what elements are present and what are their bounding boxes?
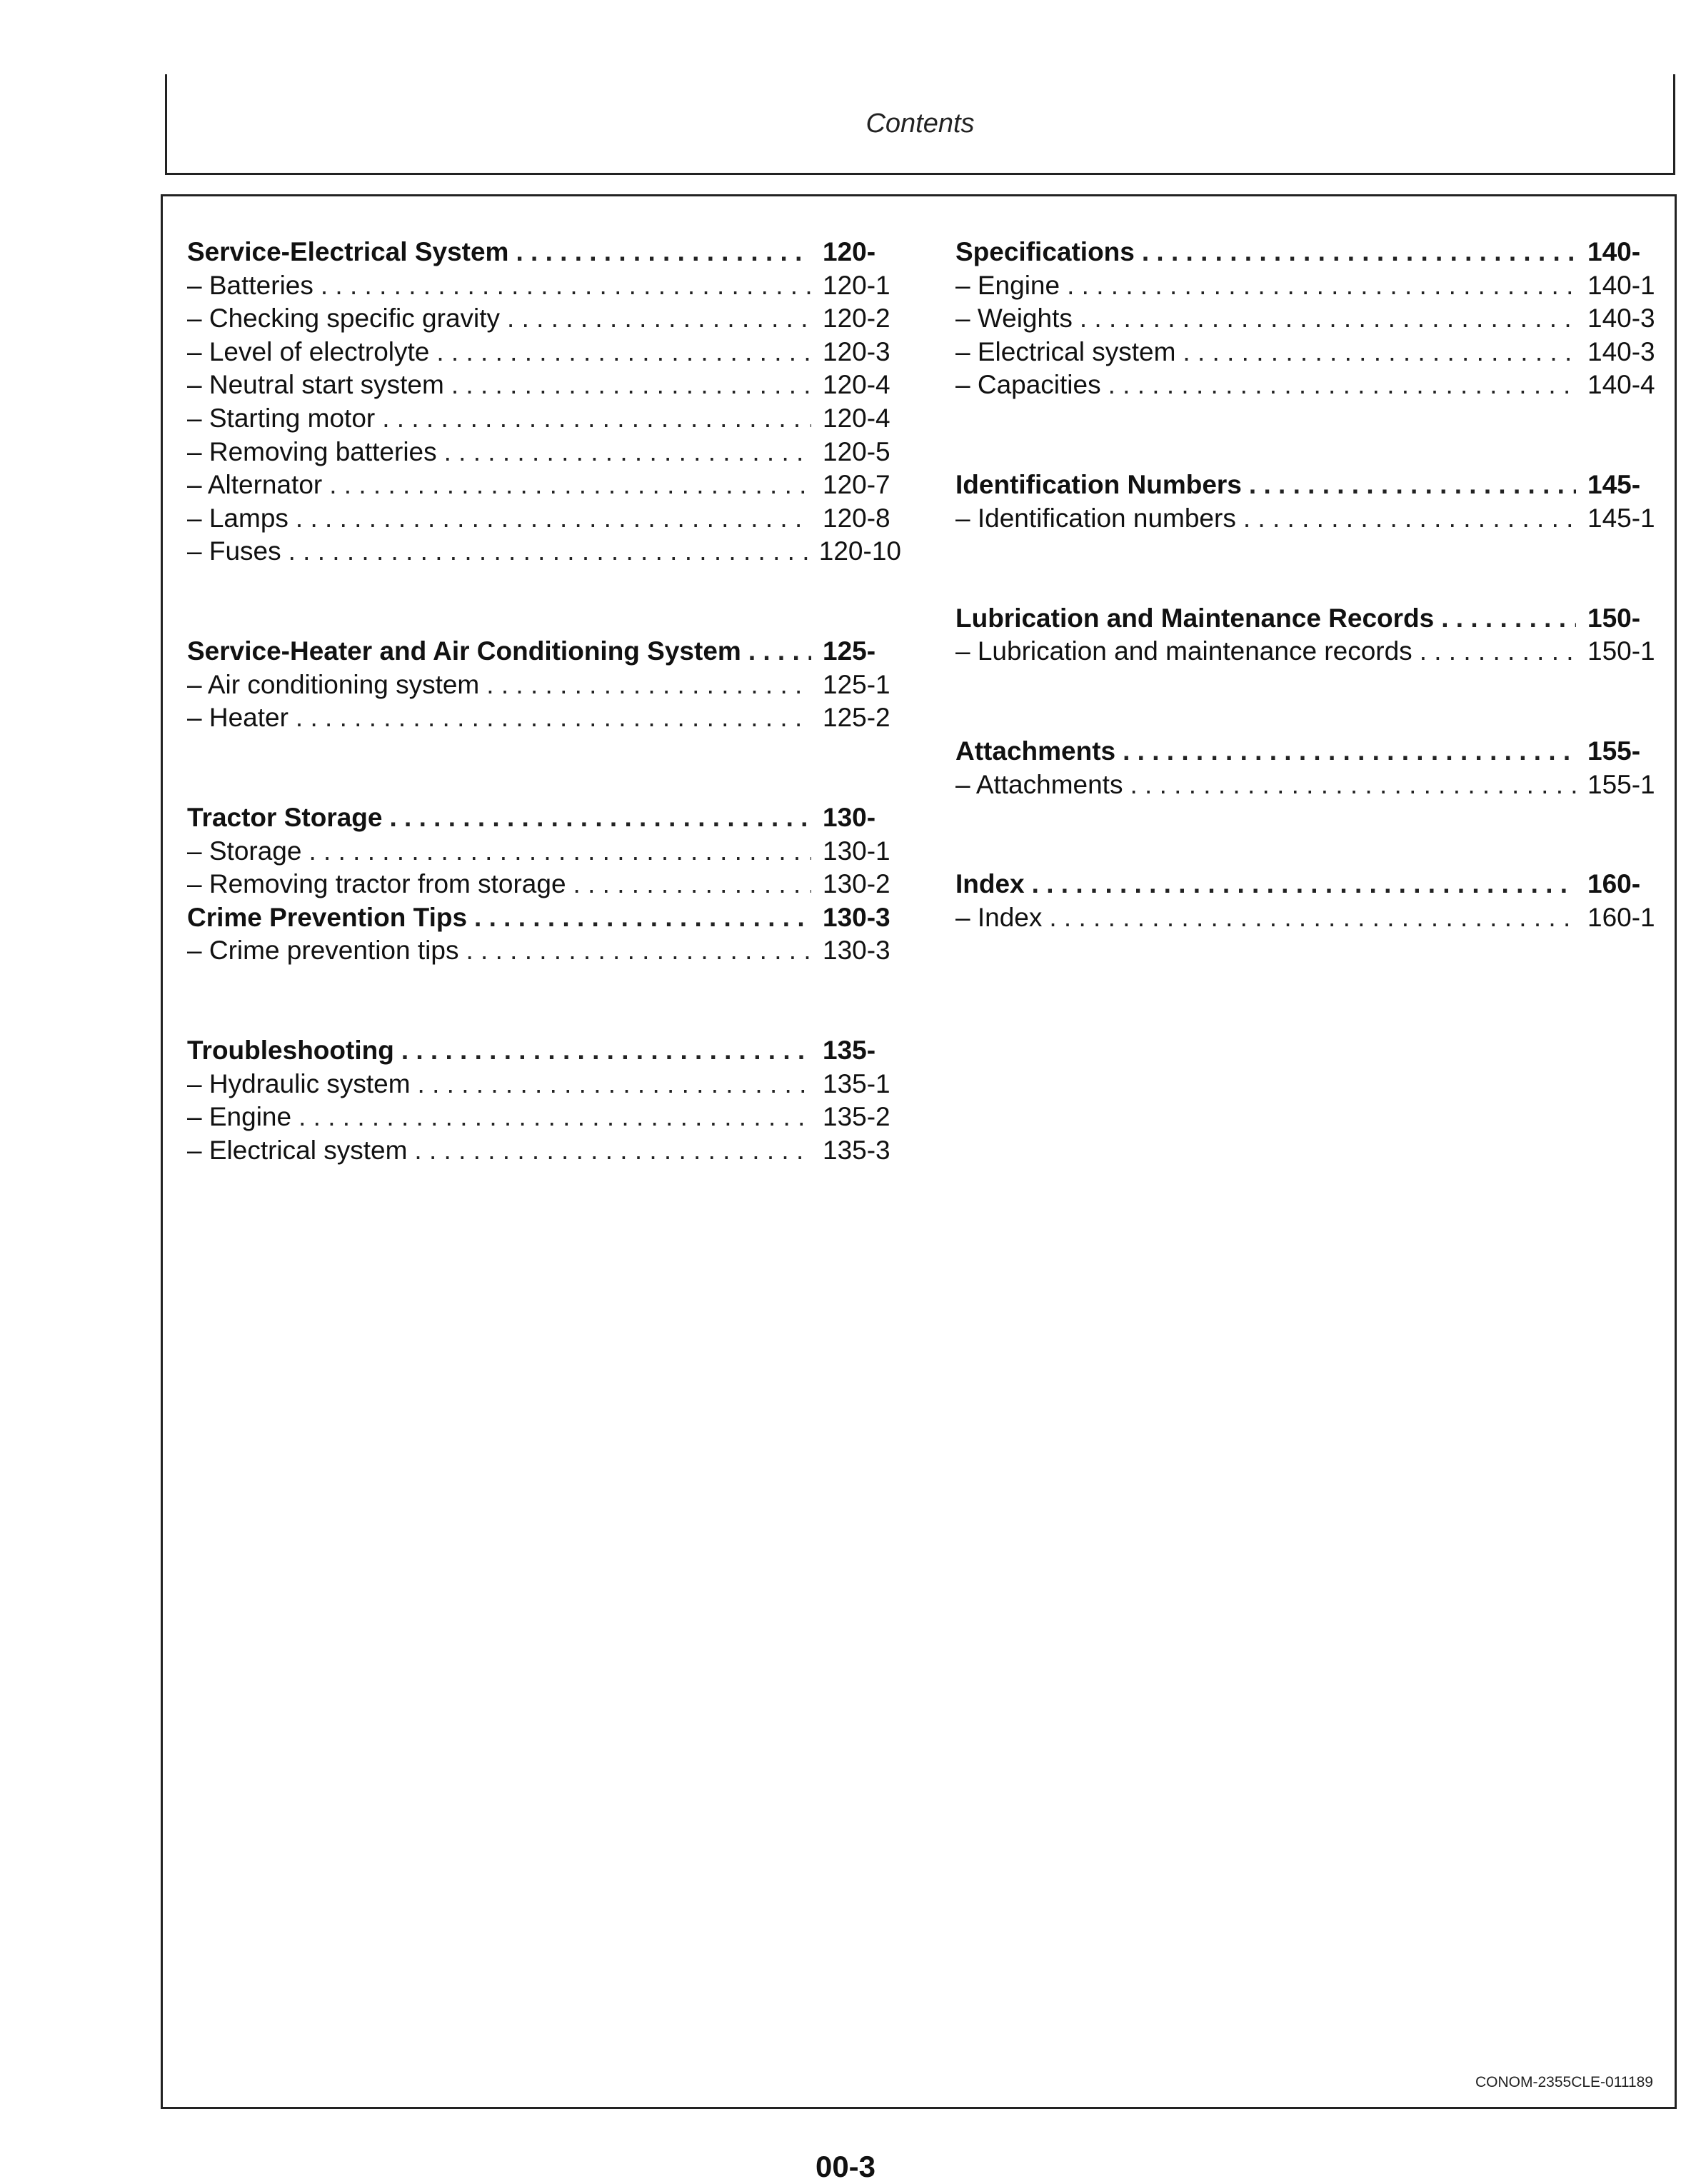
toc-entry-label: – Lubrication and maintenance records <box>955 636 1412 666</box>
toc-page-ref: 120-8 <box>823 503 890 533</box>
toc-page-ref: 120-5 <box>823 436 890 466</box>
toc-entry-label: – Electrical system <box>187 1136 408 1166</box>
toc-entry-label: – Starting motor <box>187 403 376 433</box>
dot-leader <box>296 701 811 735</box>
toc-page-ref: 160-1 <box>1587 902 1655 932</box>
toc-entry[interactable] <box>955 302 1666 336</box>
dot-leader <box>1130 768 1576 802</box>
dot-leader <box>573 868 811 901</box>
toc-entry[interactable] <box>187 1068 901 1101</box>
section-gap <box>187 768 901 802</box>
toc-page-ref: 135- <box>823 1036 876 1066</box>
toc-heading[interactable] <box>187 901 901 935</box>
dot-leader <box>1032 868 1576 901</box>
toc-page-ref: 130-3 <box>823 902 890 932</box>
toc-entry[interactable] <box>187 1101 901 1134</box>
dot-leader <box>298 1101 811 1134</box>
toc-page-ref: 140- <box>1587 237 1641 266</box>
toc-heading[interactable] <box>187 635 901 668</box>
dot-leader <box>444 436 811 469</box>
toc-heading[interactable] <box>955 735 1666 768</box>
toc-entry-label: – Removing batteries <box>187 436 437 466</box>
toc-heading[interactable] <box>955 469 1666 502</box>
toc-entry-label: – Weights <box>955 304 1073 334</box>
toc-heading-label: Attachments <box>955 736 1116 766</box>
dot-leader <box>382 402 811 436</box>
toc-heading[interactable] <box>187 236 901 269</box>
toc-heading[interactable] <box>187 801 901 835</box>
dot-leader <box>418 1068 811 1101</box>
dot-leader <box>389 801 811 835</box>
toc-heading-label: Troubleshooting <box>187 1036 394 1066</box>
toc-entry[interactable] <box>187 502 901 536</box>
toc-entry-label: – Identification numbers <box>955 503 1236 533</box>
toc-entry-label: – Fuses <box>187 536 281 566</box>
section-gap <box>955 701 1666 735</box>
toc-entry[interactable] <box>955 269 1666 303</box>
page-header-title: Contents <box>865 109 975 139</box>
toc-page-ref: 160- <box>1587 869 1641 899</box>
toc-entry[interactable] <box>955 336 1666 369</box>
toc-page-ref: 135-1 <box>823 1068 890 1098</box>
toc-page-ref: 150-1 <box>1587 636 1655 666</box>
dot-leader <box>466 934 811 968</box>
section-gap <box>187 568 901 602</box>
toc-heading-label: Specifications <box>955 237 1135 266</box>
toc-entry-label: – Air conditioning system <box>187 669 480 699</box>
toc-page-ref: 120-1 <box>823 270 890 300</box>
toc-page-ref: 120-4 <box>823 403 890 433</box>
toc-page-ref: 135-2 <box>823 1102 890 1132</box>
toc-entry-label: – Crime prevention tips <box>187 936 459 966</box>
toc-entry-label: – Neutral start system <box>187 370 444 400</box>
section-gap <box>955 568 1666 602</box>
toc-entry-label: – Electrical system <box>955 336 1176 366</box>
toc-page-ref: 120-3 <box>823 336 890 366</box>
toc-entry[interactable] <box>187 302 901 336</box>
toc-page-ref: 140-4 <box>1587 370 1655 400</box>
section-gap <box>955 801 1666 835</box>
toc-page-ref: 125-2 <box>823 703 890 733</box>
toc-page-ref: 130-2 <box>823 869 890 899</box>
dot-leader <box>1243 502 1576 536</box>
dot-leader <box>1123 735 1576 768</box>
toc-entry-label: – Heater <box>187 703 288 733</box>
dot-leader <box>414 1134 811 1168</box>
section-gap <box>955 668 1666 702</box>
toc-heading[interactable] <box>187 1034 901 1068</box>
section-gap <box>187 968 901 1001</box>
dot-leader <box>451 369 811 402</box>
dot-leader <box>507 302 811 336</box>
dot-leader <box>296 502 811 536</box>
dot-leader <box>1080 302 1576 336</box>
section-gap <box>955 835 1666 868</box>
toc-heading-label: Index <box>955 869 1025 899</box>
toc-entry[interactable] <box>187 668 901 702</box>
toc-heading-label: Service-Electrical System <box>187 237 509 266</box>
toc-entry-label: – Hydraulic system <box>187 1068 411 1098</box>
dot-leader <box>329 469 811 502</box>
toc-heading-label: Service-Heater and Air Conditioning System <box>187 636 741 666</box>
toc-entry[interactable] <box>187 868 901 901</box>
toc-heading[interactable] <box>955 602 1666 636</box>
contents-right-column <box>955 236 1666 934</box>
toc-page-ref: 125-1 <box>823 669 890 699</box>
toc-entry-label: – Lamps <box>187 503 288 533</box>
toc-page-ref: 120-2 <box>823 304 890 334</box>
section-gap <box>187 1001 901 1035</box>
toc-page-ref: 155-1 <box>1587 769 1655 799</box>
toc-entry[interactable] <box>187 369 901 402</box>
document-code: CONOM-2355CLE-011189 <box>1475 2074 1653 2090</box>
dot-leader <box>1249 469 1576 502</box>
toc-heading-label: Identification Numbers <box>955 470 1242 500</box>
toc-entry[interactable] <box>187 1134 901 1168</box>
toc-page-ref: 130-1 <box>823 836 890 866</box>
toc-entry[interactable] <box>187 535 901 568</box>
toc-entry[interactable] <box>187 336 901 369</box>
toc-page-ref: 130- <box>823 803 876 833</box>
dot-leader <box>1142 236 1576 269</box>
toc-entry[interactable] <box>187 269 901 303</box>
toc-heading-label: Crime Prevention Tips <box>187 902 468 932</box>
dot-leader <box>486 668 811 702</box>
toc-entry[interactable] <box>187 436 901 469</box>
toc-page-ref: 120-10 <box>818 536 901 566</box>
toc-entry[interactable] <box>187 835 901 868</box>
toc-entry[interactable] <box>955 635 1666 668</box>
section-gap <box>187 735 901 768</box>
toc-entry[interactable] <box>187 934 901 968</box>
toc-page-ref: 155- <box>1587 736 1641 766</box>
toc-heading-label: Lubrication and Maintenance Records <box>955 603 1435 633</box>
toc-page-ref: 130-3 <box>823 936 890 966</box>
dot-leader <box>516 236 811 269</box>
toc-entry[interactable] <box>955 502 1666 536</box>
dot-leader <box>474 901 811 935</box>
toc-page-ref: 120-4 <box>823 370 890 400</box>
toc-entry-label: – Capacities <box>955 370 1101 400</box>
toc-entry-label: – Storage <box>187 836 302 866</box>
toc-entry[interactable] <box>955 901 1666 935</box>
toc-entry[interactable] <box>187 469 901 502</box>
dot-leader <box>1108 369 1576 402</box>
dot-leader <box>1067 269 1576 303</box>
dot-leader <box>288 535 808 568</box>
dot-leader <box>1420 635 1576 668</box>
section-gap <box>955 535 1666 568</box>
header-frame <box>165 74 1675 175</box>
toc-entry[interactable] <box>955 768 1666 802</box>
section-gap <box>955 402 1666 436</box>
toc-entry[interactable] <box>955 369 1666 402</box>
toc-page-ref: 120-7 <box>823 470 890 500</box>
dot-leader <box>308 835 811 868</box>
dot-leader <box>321 269 811 303</box>
dot-leader <box>401 1034 811 1068</box>
toc-page-ref: 150- <box>1587 603 1641 633</box>
toc-entry-label: – Removing tractor from storage <box>187 869 566 899</box>
toc-page-ref: 135-3 <box>823 1136 890 1166</box>
toc-entry-label: – Checking specific gravity <box>187 304 501 334</box>
toc-entry-label: – Level of electrolyte <box>187 336 430 366</box>
toc-page-ref: 145-1 <box>1587 503 1655 533</box>
toc-heading[interactable] <box>955 868 1666 901</box>
toc-page-ref: 140-1 <box>1587 270 1655 300</box>
toc-entry[interactable] <box>187 402 901 436</box>
toc-heading[interactable] <box>955 236 1666 269</box>
toc-heading-label: Tractor Storage <box>187 803 383 833</box>
toc-entry-label: – Engine <box>187 1102 292 1132</box>
section-gap <box>187 602 901 636</box>
toc-entry-label: – Batteries <box>187 270 313 300</box>
dot-leader <box>1183 336 1576 369</box>
toc-entry-label: – Alternator <box>187 470 323 500</box>
toc-page-ref: 120- <box>823 237 876 266</box>
dot-leader <box>748 635 811 668</box>
dot-leader <box>1441 602 1576 636</box>
toc-entry-label: – Index <box>955 902 1043 932</box>
toc-page-ref: 140-3 <box>1587 336 1655 366</box>
toc-entry-label: – Engine <box>955 270 1060 300</box>
contents-left-column <box>187 236 901 1168</box>
section-gap <box>955 436 1666 469</box>
page-number: 00-3 <box>815 2150 876 2183</box>
toc-entry[interactable] <box>187 701 901 735</box>
toc-page-ref: 125- <box>823 636 876 666</box>
dot-leader <box>1049 901 1576 935</box>
toc-page-ref: 145- <box>1587 470 1641 500</box>
toc-entry-label: – Attachments <box>955 769 1123 799</box>
dot-leader <box>436 336 811 369</box>
toc-page-ref: 140-3 <box>1587 304 1655 334</box>
